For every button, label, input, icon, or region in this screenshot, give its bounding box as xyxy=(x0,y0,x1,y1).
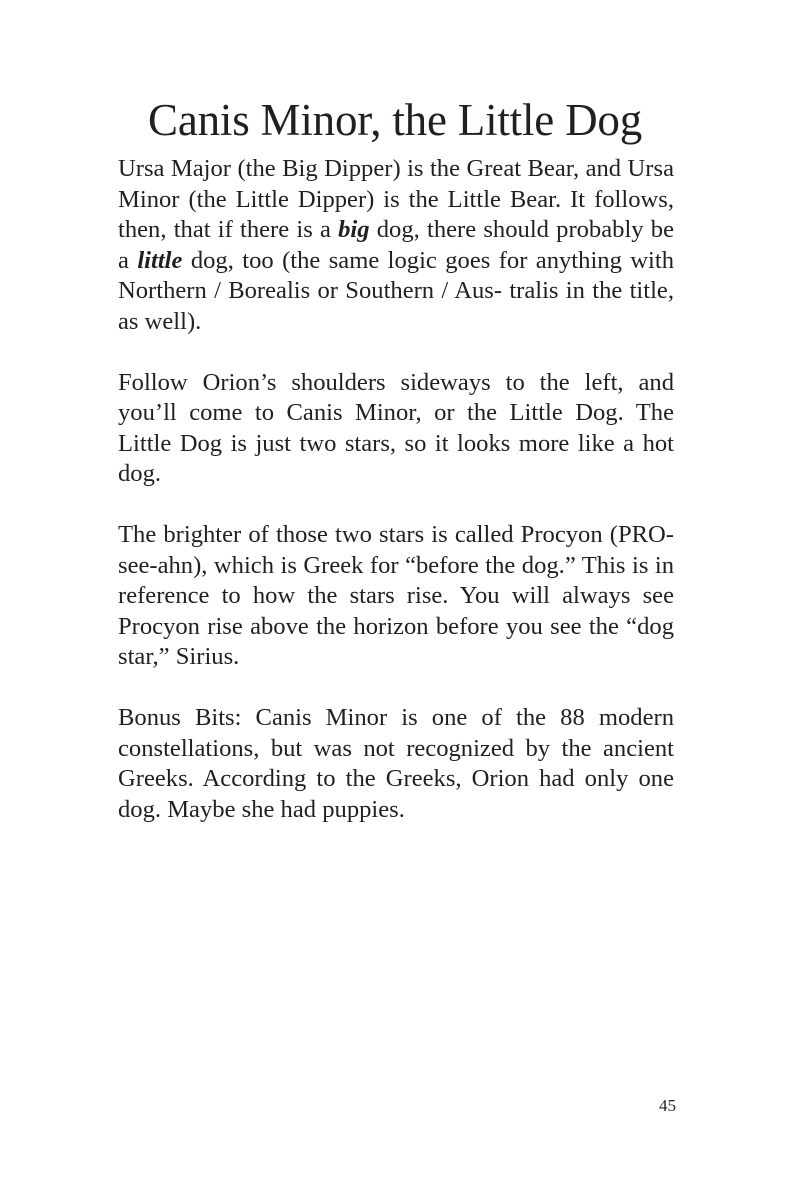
page-number: 45 xyxy=(659,1096,676,1115)
paragraph-intro-text-b: dog, there should probably be a xyxy=(118,216,674,274)
emphasis-big: big xyxy=(338,216,370,244)
paragraph-intro xyxy=(118,154,674,338)
page-body xyxy=(118,154,674,855)
paragraph-intro-text-c: dog, too (the same logic goes for anything with Northern / Borealis or Southern / Aus- tralis in the title, as well). xyxy=(118,246,674,335)
page-title: Canis Minor, the Little Dog xyxy=(148,95,642,145)
paragraph-orion: Follow Orion’s shoulders sideways to the left, and you’ll come to Canis Minor, or the Little Dog. The Little Dog is just two stars, so it looks more like a hot dog. xyxy=(118,368,674,488)
paragraph-intro-text-a: Ursa Major (the Big Dipper) is the Great Bear, and Ursa Minor (the Little Dipper) is the Little Bear. It follows, then, that if there is a xyxy=(118,155,674,244)
paragraph-bonus-bits: Bonus Bits: Canis Minor is one of the 88 modern constellations, but was not recognized by the ancient Greeks. According to the Greeks, Orion had only one dog. Maybe she had puppies. xyxy=(118,703,674,823)
emphasis-little: little xyxy=(137,246,183,274)
paragraph-procyon: The brighter of those two stars is called Procyon (PRO-see-ahn), which is Greek for “before the dog.” This is in reference to how the stars rise. You will always see Procyon rise above the horizon before you see the “dog star,” Sirius. xyxy=(118,520,674,671)
